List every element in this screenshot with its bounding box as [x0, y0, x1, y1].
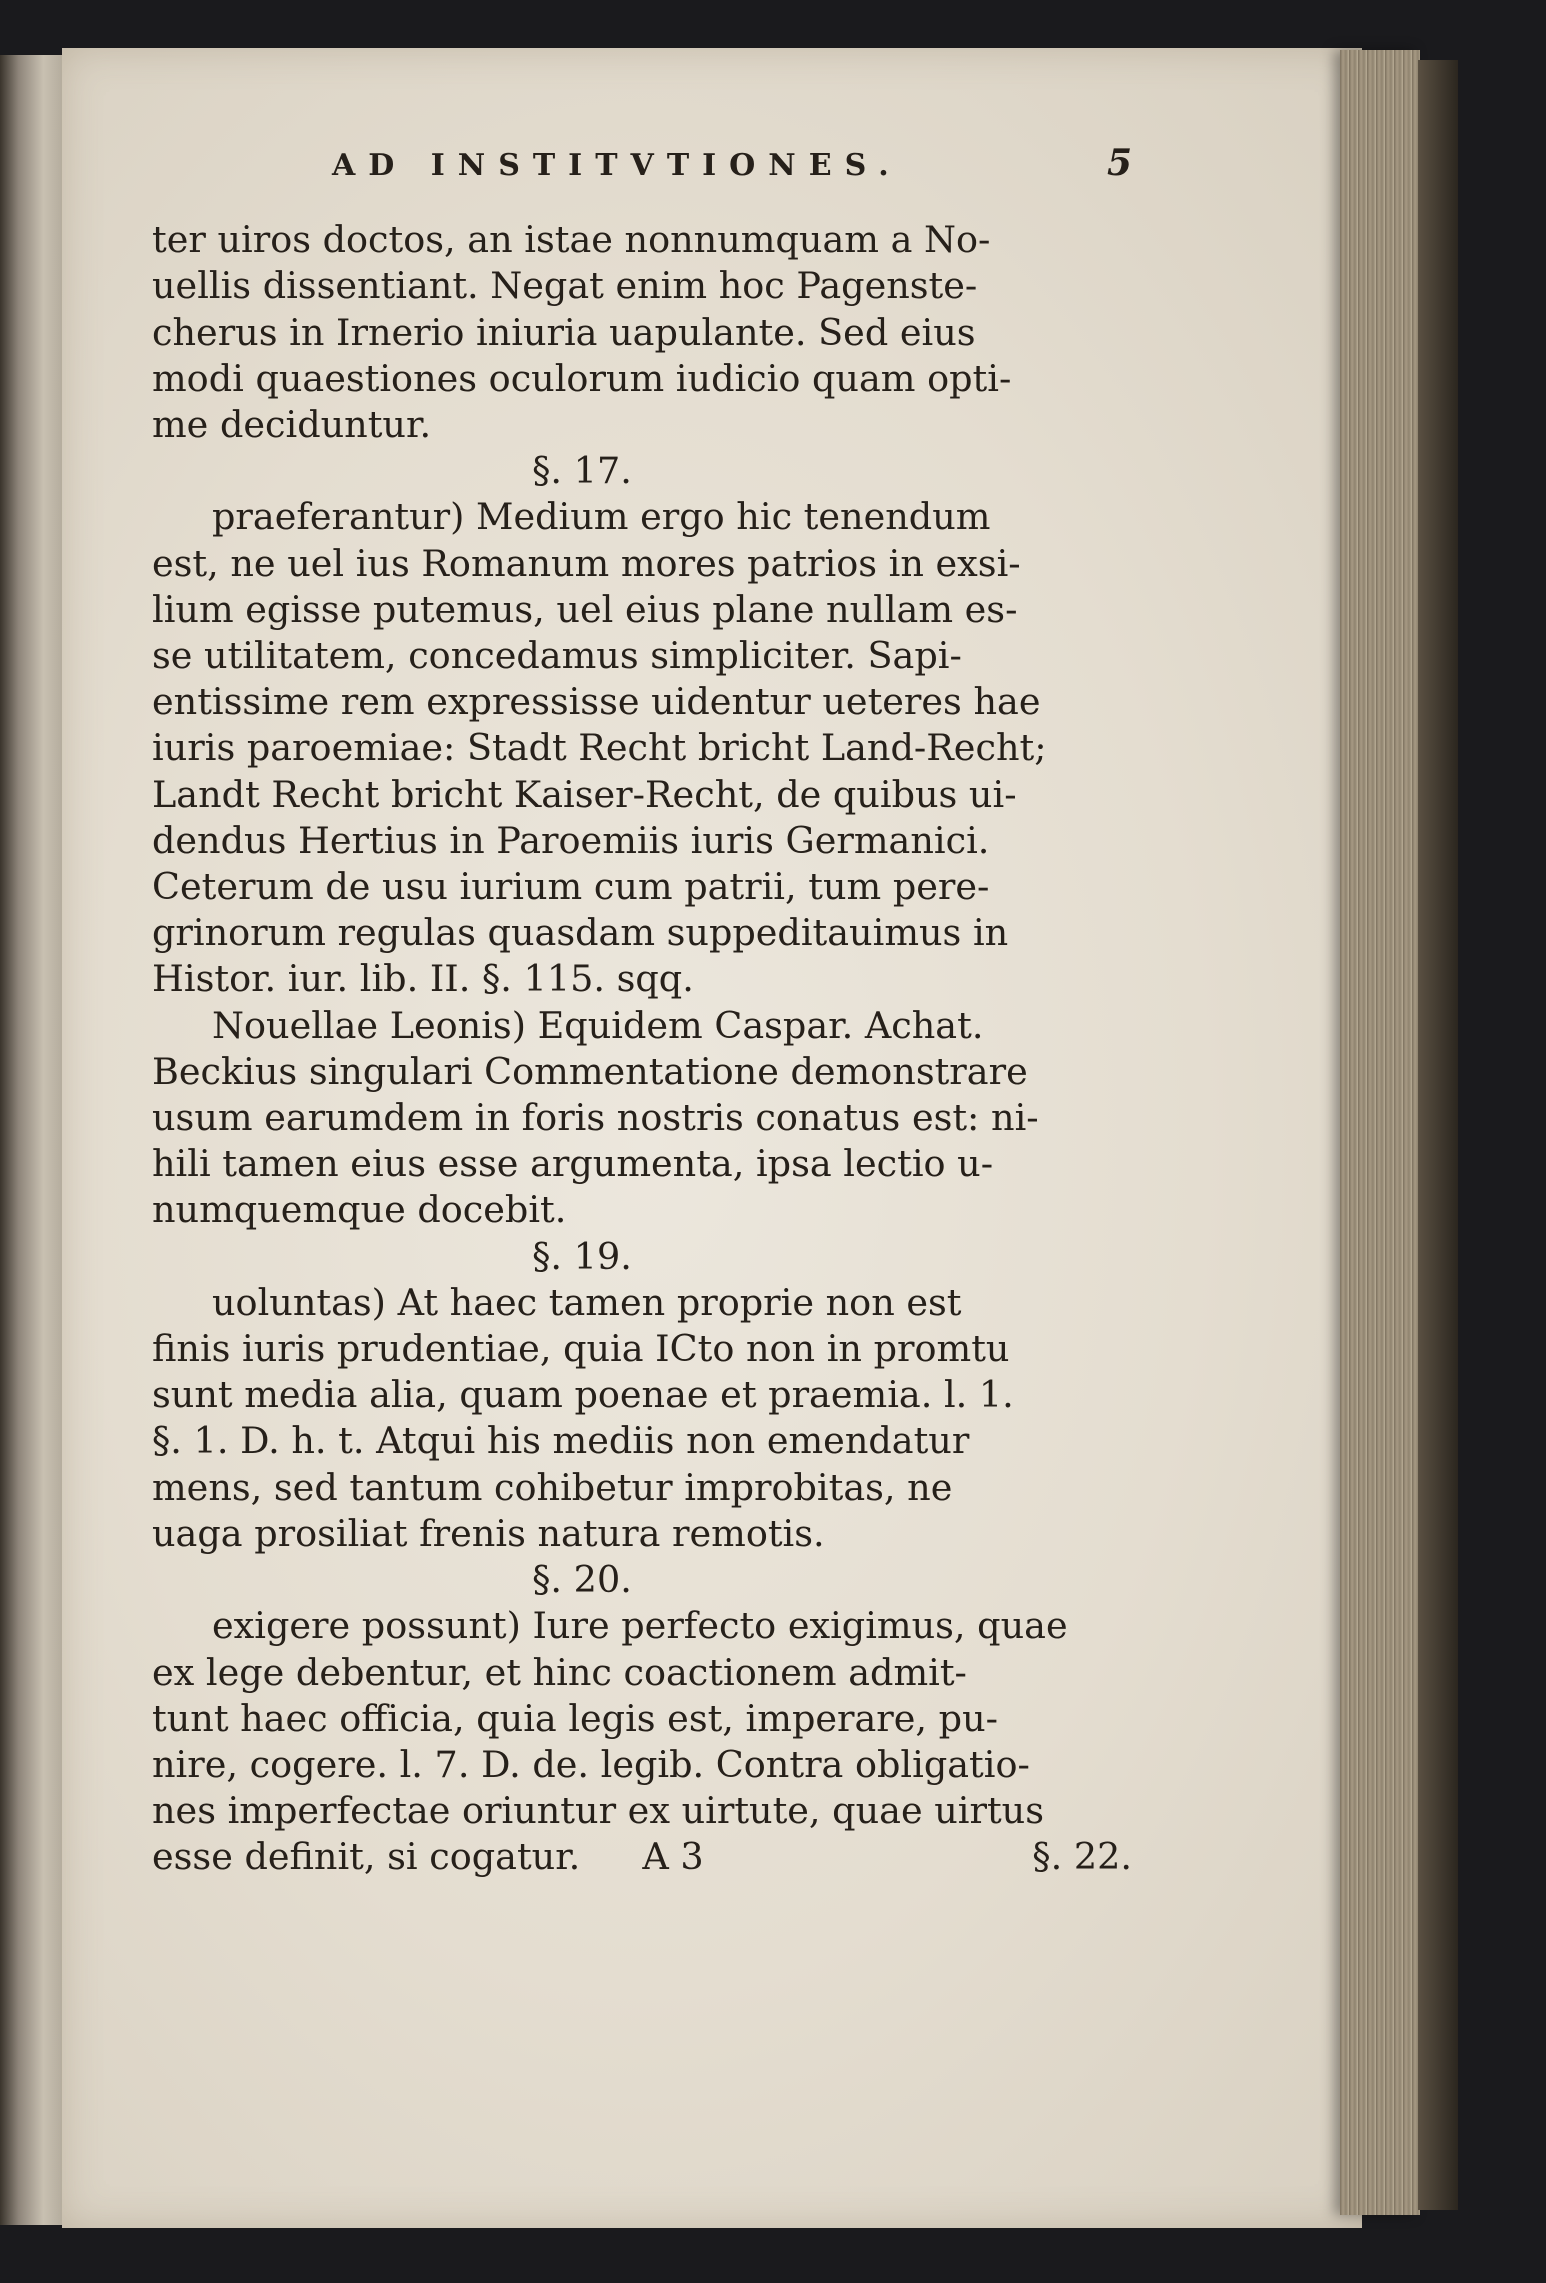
text-line: dendus Hertius in Paroemiis iuris Germanici. [152, 818, 990, 862]
catchword: §. 22. [1032, 1835, 1132, 1879]
facing-page-edge [0, 55, 62, 2225]
section-heading: §. 19. [532, 1234, 632, 1278]
book-cover-edge [1418, 60, 1458, 2210]
text-line: tunt haec officia, quia legis est, imperare, pu- [152, 1696, 999, 1740]
text-line: esse definit, si cogatur. [152, 1835, 581, 1879]
text-line: numquemque docebit. [152, 1188, 567, 1232]
text-line: praeferantur) Medium ergo hic tenendum [212, 495, 991, 539]
page-stack-edge [1340, 50, 1420, 2215]
text-line: nire, cogere. l. 7. D. de. legib. Contra obligatio- [152, 1742, 1030, 1786]
text-line: Landt Recht bricht Kaiser-Recht, de quibus ui- [152, 772, 1017, 816]
text-line: uoluntas) At haec tamen proprie non est [212, 1280, 962, 1324]
section-heading: §. 17. [532, 449, 632, 493]
text-line: cherus in Irnerio iniuria uapulante. Sed eius [152, 310, 976, 354]
running-title: AD INSTITVTIONES. [332, 148, 902, 183]
text-line: finis iuris prudentiae, quia ICto non in promtu [152, 1327, 1010, 1371]
text-line: hili tamen eius esse argumenta, ipsa lectio u- [152, 1142, 994, 1186]
text-line: Nouellae Leonis) Equidem Caspar. Achat. [212, 1003, 984, 1047]
page-text [152, 140, 1132, 1881]
footer-line [152, 1834, 1132, 1880]
text-line: modi quaestiones oculorum iudicio quam opti- [152, 356, 1012, 400]
text-line: ex lege debentur, et hinc coactionem admit- [152, 1650, 967, 1694]
text-line: est, ne uel ius Romanum mores patrios in exsi- [152, 541, 1021, 585]
signature-mark: A 3 [642, 1835, 704, 1879]
text-line: §. 1. D. h. t. Atqui his mediis non emendatur [152, 1419, 970, 1463]
section-heading: §. 20. [532, 1558, 632, 1602]
running-head [152, 140, 1132, 189]
text-line: se utilitatem, concedamus simpliciter. Sapi- [152, 634, 962, 678]
text-line: ter uiros doctos, an istae nonnumquam a No- [152, 218, 991, 262]
text-line: entissime rem expressisse uidentur ueteres hae [152, 680, 1041, 724]
text-line: iuris paroemiae: Stadt Recht bricht Land-Recht; [152, 726, 1047, 770]
text-line: usum earumdem in foris nostris conatus est: ni- [152, 1096, 1039, 1140]
text-line: uaga prosiliat frenis natura remotis. [152, 1511, 825, 1555]
page-number: 5 [1106, 142, 1132, 184]
text-line: Beckius singulari Commentatione demonstrare [152, 1049, 1028, 1093]
text-line: lium egisse putemus, uel eius plane nullam es- [152, 587, 1018, 631]
text-line: sunt media alia, quam poenae et praemia. l. 1. [152, 1373, 1014, 1417]
text-line: grinorum regulas quasdam suppeditauimus in [152, 911, 1009, 955]
text-line: Ceterum de usu iurium cum patrii, tum pere- [152, 865, 990, 909]
text-line: Histor. iur. lib. II. §. 115. sqq. [152, 957, 694, 1001]
text-line: mens, sed tantum cohibetur improbitas, ne [152, 1465, 953, 1509]
text-line: exigere possunt) Iure perfecto exigimus, quae [212, 1604, 1068, 1648]
text-line: nes imperfectae oriuntur ex uirtute, quae uirtus [152, 1789, 1045, 1833]
text-line: uellis dissentiant. Negat enim hoc Pagenste- [152, 264, 978, 308]
text-line: me deciduntur. [152, 403, 432, 447]
